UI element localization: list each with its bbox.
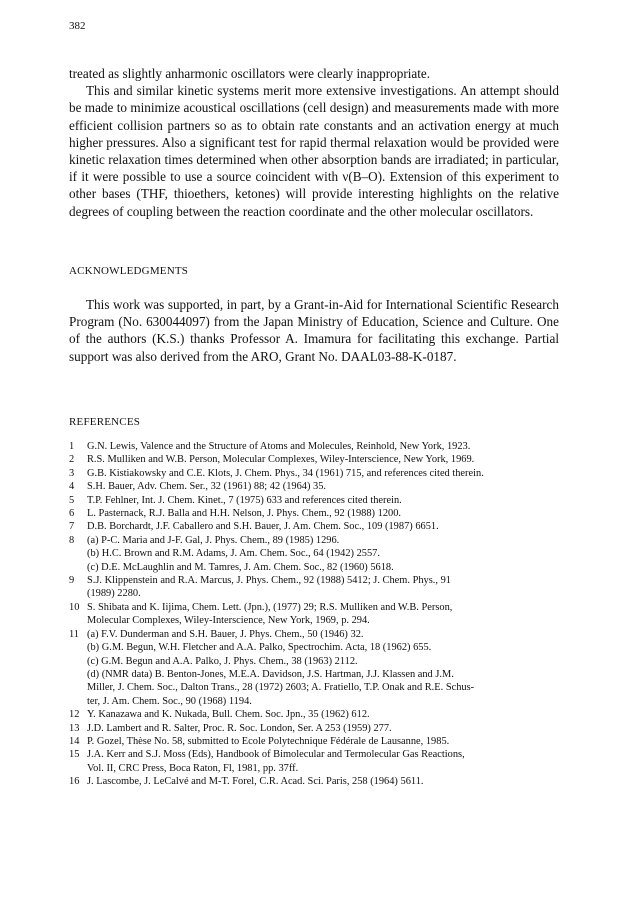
reference-number: 5 [69, 494, 75, 506]
reference-number: 12 [69, 709, 80, 721]
reference-text [87, 534, 563, 574]
reference-item [69, 628, 563, 708]
reference-line: S.J. Klippenstein and R.A. Marcus, J. Phys. Chem., 92 (1988) 5412; J. Chem. Phys., 91 [87, 575, 451, 587]
reference-item [69, 480, 563, 493]
page-number: 382 [69, 20, 86, 32]
reference-text [87, 748, 563, 775]
reference-line: (d) (NMR data) B. Benton-Jones, M.E.A. Davidson, J.S. Hartman, J.J. Klassen and J.M. [87, 668, 454, 680]
reference-line: (a) P-C. Maria and J-F. Gal, J. Phys. Chem., 89 (1985) 1296. [87, 534, 340, 546]
reference-line: J. Lascombe, J. LeCalvé and M-T. Forel, C.R. Acad. Sci. Paris, 258 (1964) 5611. [87, 776, 424, 788]
reference-item [69, 440, 563, 453]
reference-item [69, 534, 563, 574]
reference-number: 1 [69, 441, 75, 452]
reference-number: 13 [69, 722, 80, 734]
reference-text [87, 440, 563, 453]
reference-line: (a) F.V. Dunderman and S.H. Bauer, J. Phys. Chem., 50 (1946) 32. [87, 628, 364, 640]
reference-line: (1989) 2280. [87, 588, 141, 600]
reference-item [69, 748, 563, 775]
reference-line: G.N. Lewis, Valence and the Structure of Atoms and Molecules, Reinhold, New York, 1923. [87, 441, 471, 452]
reference-item [69, 735, 563, 748]
reference-number: 2 [69, 454, 75, 466]
reference-number: 15 [69, 749, 80, 761]
reference-line: J.D. Lambert and R. Salter, Proc. R. Soc. London, Ser. A 253 (1959) 277. [87, 722, 392, 734]
reference-item [69, 722, 563, 735]
reference-item [69, 467, 563, 480]
acknowledgments-heading: ACKNOWLEDGMENTS [69, 265, 189, 277]
reference-text [87, 467, 563, 480]
reference-line: Molecular Complexes, Wiley-Interscience, New York, 1969, p. 294. [87, 615, 370, 627]
reference-item [69, 601, 563, 628]
reference-number: 16 [69, 776, 80, 788]
reference-text [87, 480, 563, 493]
reference-line: ter, J. Am. Chem. Soc., 90 (1968) 1194. [87, 695, 252, 707]
reference-item [69, 494, 563, 507]
reference-line: L. Pasternack, R.J. Balla and H.H. Nelson, J. Phys. Chem., 92 (1988) 1200. [87, 508, 401, 520]
reference-text [87, 507, 563, 520]
reference-item [69, 708, 563, 721]
body-paragraph: This and similar kinetic systems merit more extensive investigations. An attempt should be made to minimize acoustical oscillations (cell design) and measurements made with more efficient collision partners so as to obtain rate constants and an activation energy at much higher pressures. Also a significant test for rapid thermal relaxation would be provided were kinetic relaxation times determined when other absorption bands are irradiated; in particular, if it were possible to use a source coincident with ν(B–O). Extension of this experiment to other bases (THF, thioethers, ketones) will provide interesting highlights on the relative degrees of coupling between the reaction coordinate and the other molecular oscillators. [69, 83, 559, 219]
reference-item [69, 507, 563, 520]
reference-line: D.B. Borchardt, J.F. Caballero and S.H. Bauer, J. Am. Chem. Soc., 109 (1987) 6651. [87, 521, 439, 533]
reference-line: (b) G.M. Begun, W.H. Fletcher and A.A. Palko, Spectrochim. Acta, 18 (1962) 655. [87, 642, 432, 654]
reference-line: J.A. Kerr and S.J. Moss (Eds), Handbook of Bimolecular and Termolecular Gas Reactions, [87, 749, 465, 761]
reference-line: Y. Kanazawa and K. Nukada, Bull. Chem. Soc. Jpn., 35 (1962) 612. [87, 709, 370, 721]
reference-line: R.S. Mulliken and W.B. Person, Molecular Complexes, Wiley-Interscience, New York, 1969. [87, 454, 475, 466]
reference-text [87, 494, 563, 507]
reference-text [87, 520, 563, 533]
reference-number: 10 [69, 601, 80, 613]
reference-text [87, 453, 563, 466]
reference-number: 3 [69, 467, 75, 479]
reference-number: 4 [69, 481, 75, 493]
reference-line: Vol. II, CRC Press, Boca Raton, Fl, 1981, pp. 37ff. [87, 762, 299, 774]
reference-line: P. Gozel, Thèse No. 58, submitted to Ecole Polytechnique Fédérale de Lausanne, 1985. [87, 735, 450, 747]
reference-number: 9 [69, 575, 75, 587]
reference-list [69, 440, 563, 789]
body-paragraph: treated as slightly anharmonic oscillators were clearly inappropriate. [69, 66, 431, 81]
reference-item [69, 453, 563, 466]
reference-line: S.H. Bauer, Adv. Chem. Ser., 32 (1961) 88; 42 (1964) 35. [87, 481, 327, 493]
reference-item [69, 775, 563, 788]
references-heading: REFERENCES [69, 416, 141, 428]
reference-line: (b) H.C. Brown and R.M. Adams, J. Am. Chem. Soc., 64 (1942) 2557. [87, 548, 380, 560]
reference-number: 8 [69, 534, 75, 546]
reference-number: 14 [69, 735, 80, 747]
reference-text [87, 735, 563, 748]
reference-line: (c) D.E. McLaughlin and M. Tamres, J. Am. Chem. Soc., 82 (1960) 5618. [87, 561, 394, 573]
reference-number: 7 [69, 521, 75, 533]
reference-line: (c) G.M. Begun and A.A. Palko, J. Phys. Chem., 38 (1963) 2112. [87, 655, 358, 667]
reference-text [87, 628, 563, 708]
reference-text [87, 601, 563, 628]
reference-text [87, 574, 563, 601]
reference-line: T.P. Fehlner, Int. J. Chem. Kinet., 7 (1975) 633 and references cited therein. [87, 494, 402, 506]
reference-line: Miller, J. Chem. Soc., Dalton Trans., 28 (1972) 2603; A. Fratiello, T.P. Onak and R.E. Schus- [87, 682, 475, 694]
reference-number: 6 [69, 508, 75, 520]
reference-text [87, 775, 563, 788]
reference-item [69, 520, 563, 533]
reference-text [87, 708, 563, 721]
reference-line: G.B. Kistiakowsky and C.E. Klots, J. Chem. Phys., 34 (1961) 715, and references cited therein. [87, 467, 484, 479]
reference-item [69, 574, 563, 601]
body-text [69, 65, 559, 220]
acknowledgments-text: This work was supported, in part, by a Grant-in-Aid for International Scientific Research Program (No. 630044097) from the Japan Ministry of Education, Science and Culture. One of the authors (K.S.) thanks Professor A. Imamura for facilitating this exchange. Partial support was also derived from the ARO, Grant No. DAAL03-88-K-0187. [69, 297, 559, 364]
reference-text [87, 722, 563, 735]
reference-number: 11 [69, 628, 80, 640]
reference-line: S. Shibata and K. Iijima, Chem. Lett. (Jpn.), (1977) 29; R.S. Mulliken and W.B. Person, [87, 601, 453, 613]
